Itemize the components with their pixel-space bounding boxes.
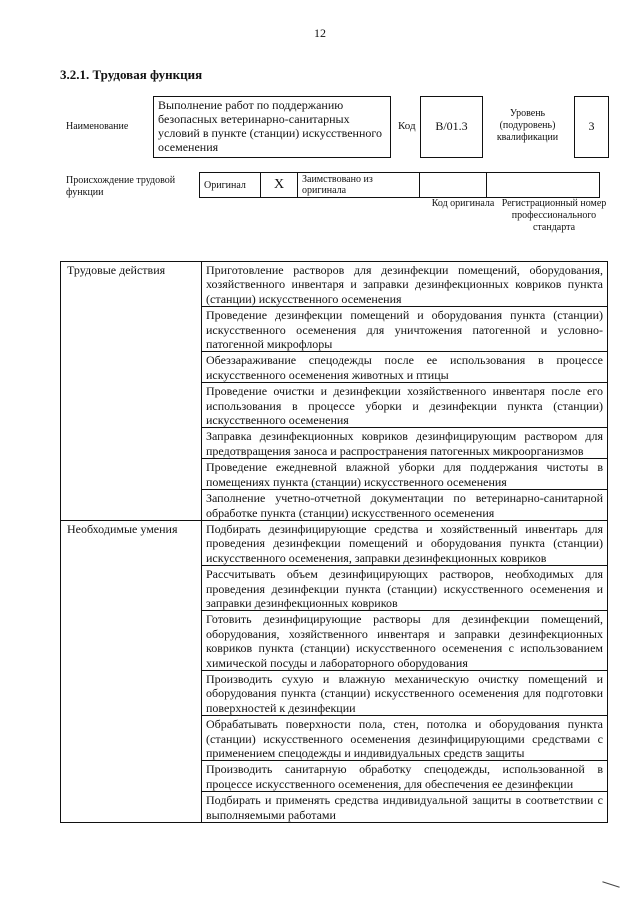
function-table xyxy=(60,261,608,823)
page-number: 12 xyxy=(314,26,326,40)
name-label: Наименование xyxy=(66,121,129,132)
list-item: Производить санитарную обработку спецодежды, использованной в процессе искусственного осеменения, для обеспечения ее дезинфекции xyxy=(202,761,608,792)
origin-table xyxy=(199,172,600,198)
reg-number-caption: Регистрационный номер профессионального стандарта xyxy=(501,198,607,233)
table-row xyxy=(61,262,608,307)
list-item: Заполнение учетно-отчетной документации по ветеринарно-санитарной обработке пункта (станции) искусственного осеменения xyxy=(202,490,608,521)
code-original-caption: Код оригинала xyxy=(431,198,495,209)
list-item: Проведение дезинфекции помещений и оборудования пункта (станции) искусственного осеменения для уничтожения патогенной и условно-патогенной микрофлоры xyxy=(202,307,608,352)
list-item: Проведение ежедневной влажной уборки для поддержания чистоты в помещениях пункта (станции) искусственного осеменения xyxy=(202,459,608,490)
original-label: Оригинал xyxy=(200,173,261,198)
list-item: Обеззараживание спецодежды после ее использования в процессе искусственного осеменения животных и птицы xyxy=(202,352,608,383)
reg-number-cell xyxy=(487,173,600,198)
list-item: Подбирать и применять средства индивидуальной защиты в соответствии с выполняемыми работами xyxy=(202,792,608,823)
origin-label: Происхождение трудовой функции xyxy=(66,175,176,198)
name-value: Выполнение работ по поддержанию безопасных ветеринарно-санитарных условий в пункте (станции) искусственного осеменения xyxy=(153,96,391,158)
list-item: Готовить дезинфицирующие растворы для дезинфекции помещений, оборудования, хозяйственного инвентаря и заправки дезинфекционных ковриков пункта (станции) искусственного осеменения с использованием химической посуды и лабораторного оборудования xyxy=(202,611,608,671)
code-value: B/01.3 xyxy=(420,96,483,158)
borrowed-label: Заимствовано из оригинала xyxy=(298,173,420,198)
list-item: Обрабатывать поверхности пола, стен, потолка и оборудования пункта (станции) искусственного осеменения дезинфицирующими средствами с применением спецодежды и индивидуальных средств защиты xyxy=(202,716,608,761)
scan-mark xyxy=(602,881,619,888)
code-original-cell xyxy=(420,173,487,198)
list-item: Заправка дезинфекционных ковриков дезинфицирующим раствором для предотвращения заноса и распространения патогенных микроорганизмов xyxy=(202,428,608,459)
original-mark: X xyxy=(261,173,298,198)
section-title: 3.2.1. Трудовая функция xyxy=(60,67,203,82)
list-item: Производить сухую и влажную механическую очистку помещений и оборудования пункта (станции) искусственного осеменения для подготовки поверхностей к дезинфекции xyxy=(202,670,608,715)
code-label: Код xyxy=(398,120,416,132)
section-heading: Необходимые умения xyxy=(61,520,202,822)
table-row xyxy=(61,520,608,565)
list-item: Рассчитывать объем дезинфицирующих растворов, необходимых для проведения дезинфекции пункта (станции) искусственного осеменения и заправки дезинфекционных ковриков xyxy=(202,566,608,611)
section-heading: Трудовые действия xyxy=(61,262,202,521)
level-label: Уровень (подуровень) квалификации xyxy=(496,108,559,143)
list-item: Подбирать дезинфицирующие средства и хозяйственный инвентарь для проведения дезинфекции помещений и оборудования пункта (станции) искусственного осеменения, заправки дезинфекционных ковриков xyxy=(202,520,608,565)
list-item: Приготовление растворов для дезинфекции помещений, оборудования, хозяйственного инвентаря и заправки дезинфекционных ковриков пункта (станции) искусственного осеменения xyxy=(202,262,608,307)
level-value: 3 xyxy=(574,96,609,158)
list-item: Проведение очистки и дезинфекции хозяйственного инвентаря после его использования в процессе уборки и дезинфекции пункта (станции) искусственного осеменения xyxy=(202,383,608,428)
